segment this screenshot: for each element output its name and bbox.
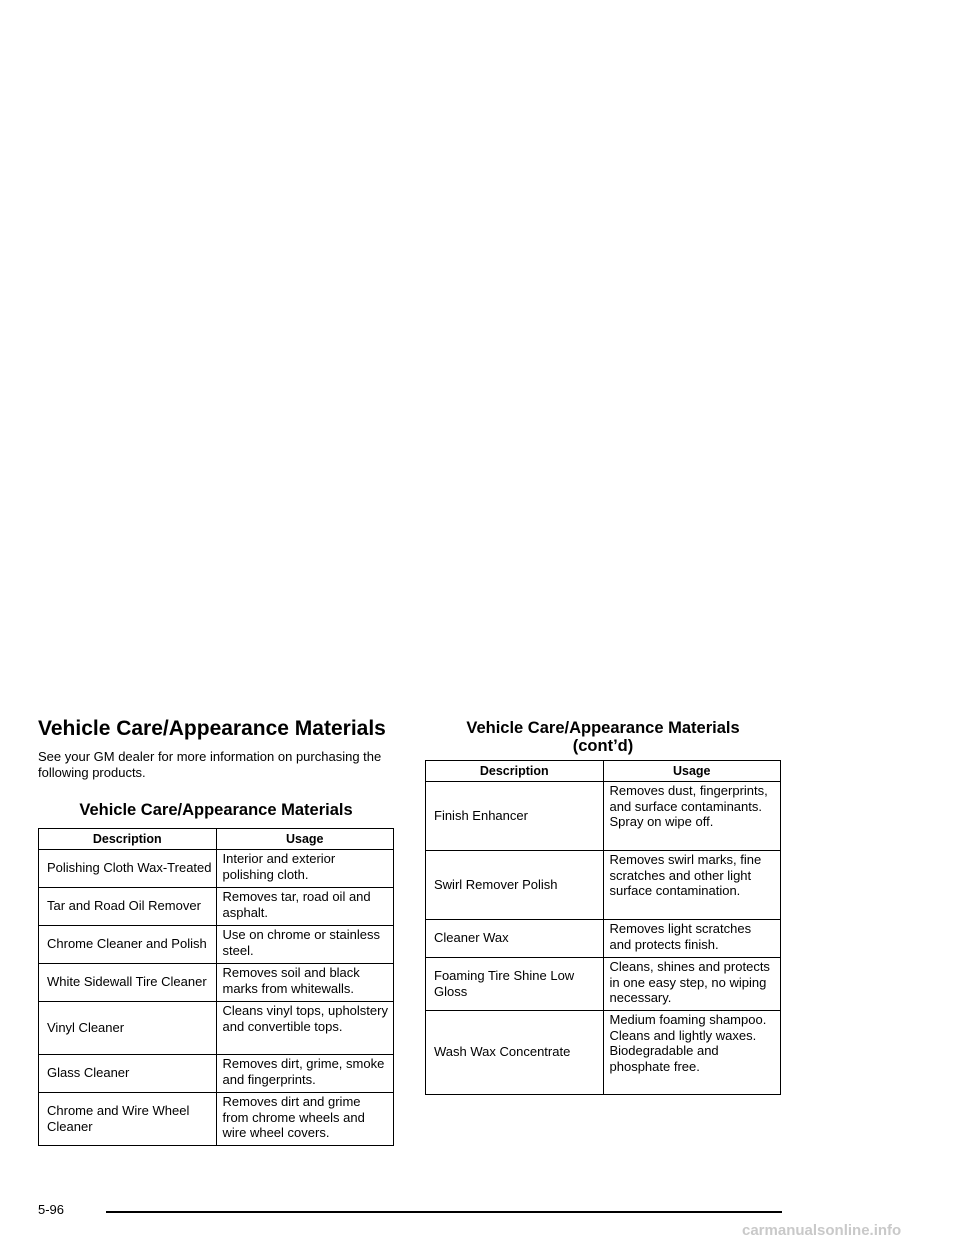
- footer-rule: [106, 1211, 782, 1213]
- table-title-contd: (cont’d): [572, 737, 634, 755]
- table-row: [39, 1002, 394, 1055]
- watermark: carmanualsonline.info: [742, 1222, 902, 1239]
- column-header-usage: Usage: [603, 761, 781, 782]
- column-header-description: Description: [426, 761, 604, 782]
- column-header-usage: Usage: [216, 829, 394, 850]
- table-row: [426, 1011, 781, 1095]
- row-usage: Interior and exterior polishing cloth.: [216, 850, 394, 888]
- row-description: Glass Cleaner: [39, 1055, 217, 1093]
- table-row: [39, 888, 394, 926]
- row-usage: Removes tar, road oil and asphalt.: [216, 888, 394, 926]
- right-column: [425, 719, 781, 1095]
- table-row: [39, 1055, 394, 1093]
- table-row: [39, 1093, 394, 1146]
- materials-table-continued: [425, 760, 781, 1095]
- row-usage: Medium foaming shampoo. Cleans and lightly waxes. Biodegradable and phosphate free.: [603, 1011, 781, 1095]
- row-usage: Removes dust, fingerprints, and surface contaminants. Spray on wipe off.: [603, 782, 781, 851]
- row-usage: Removes dirt, grime, smoke and fingerprints.: [216, 1055, 394, 1093]
- row-description: Cleaner Wax: [426, 920, 604, 958]
- row-description: Foaming Tire Shine Low Gloss: [426, 958, 604, 1011]
- row-description: Chrome Cleaner and Polish: [39, 926, 217, 964]
- row-usage: Removes dirt and grime from chrome wheels and wire wheel covers.: [216, 1093, 394, 1146]
- table-row: [426, 920, 781, 958]
- row-description: Polishing Cloth Wax-Treated: [39, 850, 217, 888]
- table-title: Vehicle Care/Appearance Materials: [79, 801, 353, 819]
- row-description: Tar and Road Oil Remover: [39, 888, 217, 926]
- table-header-row: [426, 761, 781, 782]
- row-description: White Sidewall Tire Cleaner: [39, 964, 217, 1002]
- table-row: [39, 964, 394, 1002]
- left-column: [38, 716, 394, 1146]
- row-description: Wash Wax Concentrate: [426, 1011, 604, 1095]
- table-row: [426, 851, 781, 920]
- row-description: Chrome and Wire Wheel Cleaner: [39, 1093, 217, 1146]
- table-title-line: Vehicle Care/Appearance Materials: [466, 719, 740, 737]
- materials-table: [38, 828, 394, 1146]
- page-heading: Vehicle Care/Appearance Materials: [38, 717, 386, 740]
- table-title-continued: [425, 719, 781, 755]
- row-description: Vinyl Cleaner: [39, 1002, 217, 1055]
- intro-paragraph: See your GM dealer for more information on purchasing the following products.: [38, 749, 382, 780]
- row-description: Finish Enhancer: [426, 782, 604, 851]
- table-row: [39, 926, 394, 964]
- table-header-row: [39, 829, 394, 850]
- row-usage: Removes soil and black marks from whitewalls.: [216, 964, 394, 1002]
- table-row: [39, 850, 394, 888]
- row-usage: Use on chrome or stainless steel.: [216, 926, 394, 964]
- column-header-description: Description: [39, 829, 217, 850]
- row-usage: Removes light scratches and protects finish.: [603, 920, 781, 958]
- table-row: [426, 782, 781, 851]
- table-row: [426, 958, 781, 1011]
- row-usage: Cleans vinyl tops, upholstery and convertible tops.: [216, 1002, 394, 1055]
- row-usage: Cleans, shines and protects in one easy step, no wiping necessary.: [603, 958, 781, 1011]
- row-usage: Removes swirl marks, fine scratches and other light surface contamination.: [603, 851, 781, 920]
- page-number: 5-96: [38, 1202, 65, 1217]
- row-description: Swirl Remover Polish: [426, 851, 604, 920]
